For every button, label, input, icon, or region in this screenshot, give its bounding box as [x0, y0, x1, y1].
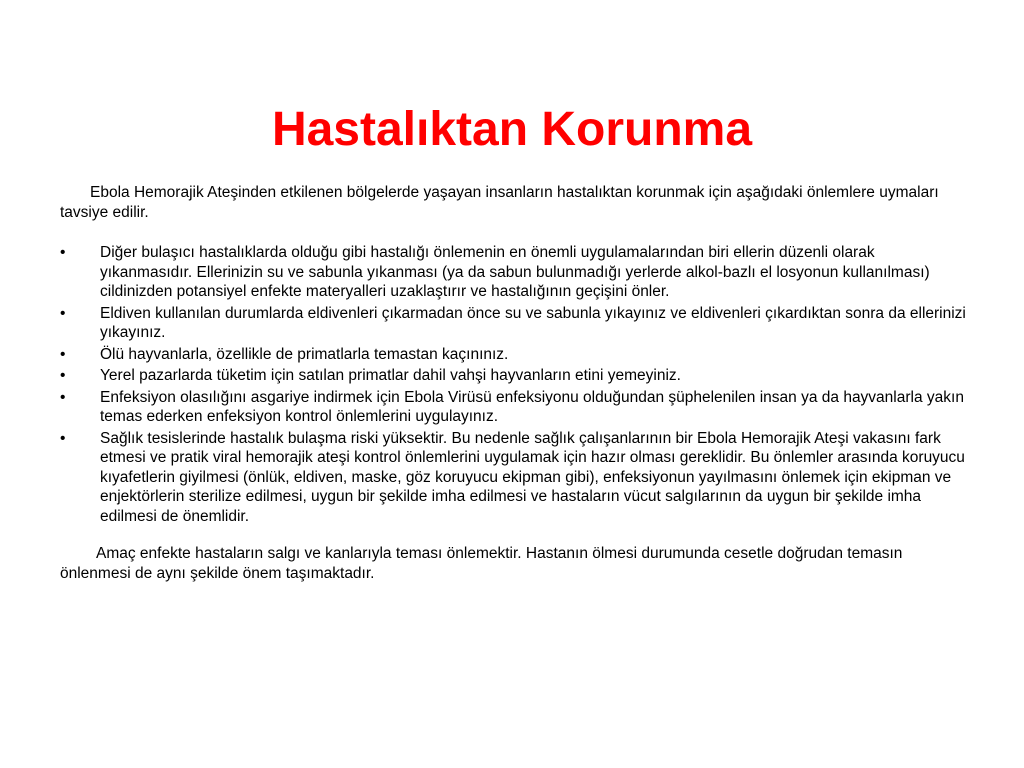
bullet-item: [60, 429, 970, 527]
bullet-text: Sağlık tesislerinde hastalık bulaşma riski yüksektir. Bu nedenle sağlık çalışanlarının bir Ebola Hemorajik Ateşi vakasını fark etmesi ve pratik viral hemorajik ateşi kontrol önlemlerini uygulamak için hazır olması gereklidir. Bu önlemler arasında koruyucu kıyafetlerin giyilmesi (önlük, eldiven, maske, göz koruyucu ekipman gibi), enfeksiyonun yayılmasını önlemek için ekipman ve enjektörlerin sterilize edilmesi, uygun bir şekilde imha edilmesi ve hastaların vücut salgılarının da uygun bir şekilde imha edilmesi de önemlidir.: [100, 429, 965, 525]
bullet-text: Ölü hayvanlarla, özellikle de primatlarla temastan kaçınınız.: [100, 345, 509, 363]
bullet-text: Eldiven kullanılan durumlarda eldivenleri çıkarmadan önce su ve sabunla yıkayınız ve eldivenleri çıkardıktan sonra da ellerinizi yıkayınız.: [100, 304, 966, 341]
bullet-icon: •: [60, 345, 66, 363]
bullet-text: Enfeksiyon olasılığını asgariye indirmek için Ebola Virüsü enfeksiyonu olduğundan şüphelenilen insan ya da hayvanlarla yakın temas ederken enfeksiyon kontrol önlemlerini uygulayınız.: [100, 388, 964, 425]
bullet-item: [60, 243, 970, 302]
bullet-icon: •: [60, 388, 66, 406]
bullet-item: [60, 366, 970, 386]
bullet-list: [60, 243, 970, 526]
bullet-icon: •: [60, 429, 66, 447]
bullet-text: Yerel pazarlarda tüketim için satılan primatlar dahil vahşi hayvanların etini yemeyiniz.: [100, 367, 681, 384]
bullet-icon: •: [60, 244, 66, 261]
intro-paragraph: Ebola Hemorajik Ateşinden etkilenen bölgelerde yaşayan insanların hastalıktan korunmak için aşağıdaki önlemlere uymaları tavsiye edilir.: [60, 184, 939, 221]
bullet-item: [60, 388, 970, 427]
slide-body: [60, 183, 970, 583]
closing-paragraph: Amaç enfekte hastaların salgı ve kanlarıyla teması önlemektir. Hastanın ölmesi durumunda cesetle doğrudan temasın önlenmesi de aynı şekilde önem taşımaktadır.: [60, 545, 903, 582]
bullet-icon: •: [60, 367, 66, 384]
bullet-icon: •: [60, 304, 66, 322]
bullet-item: [60, 345, 970, 365]
bullet-text: Diğer bulaşıcı hastalıklarda olduğu gibi hastalığı önlemenin en önemli uygulamalarından biri ellerin düzenli olarak yıkanmasıdır. Ellerinizin su ve sabunla yıkanması (ya da sabun bulunmadığı yerlerde alkol-bazlı el losyonun kullanılması) cildinizden potansiyel enfekte materyalleri uzaklaştırır ve hastalığının geçişini önler.: [100, 244, 930, 300]
slide-title: Hastalıktan Korunma: [271, 103, 753, 157]
bullet-item: [60, 304, 970, 343]
